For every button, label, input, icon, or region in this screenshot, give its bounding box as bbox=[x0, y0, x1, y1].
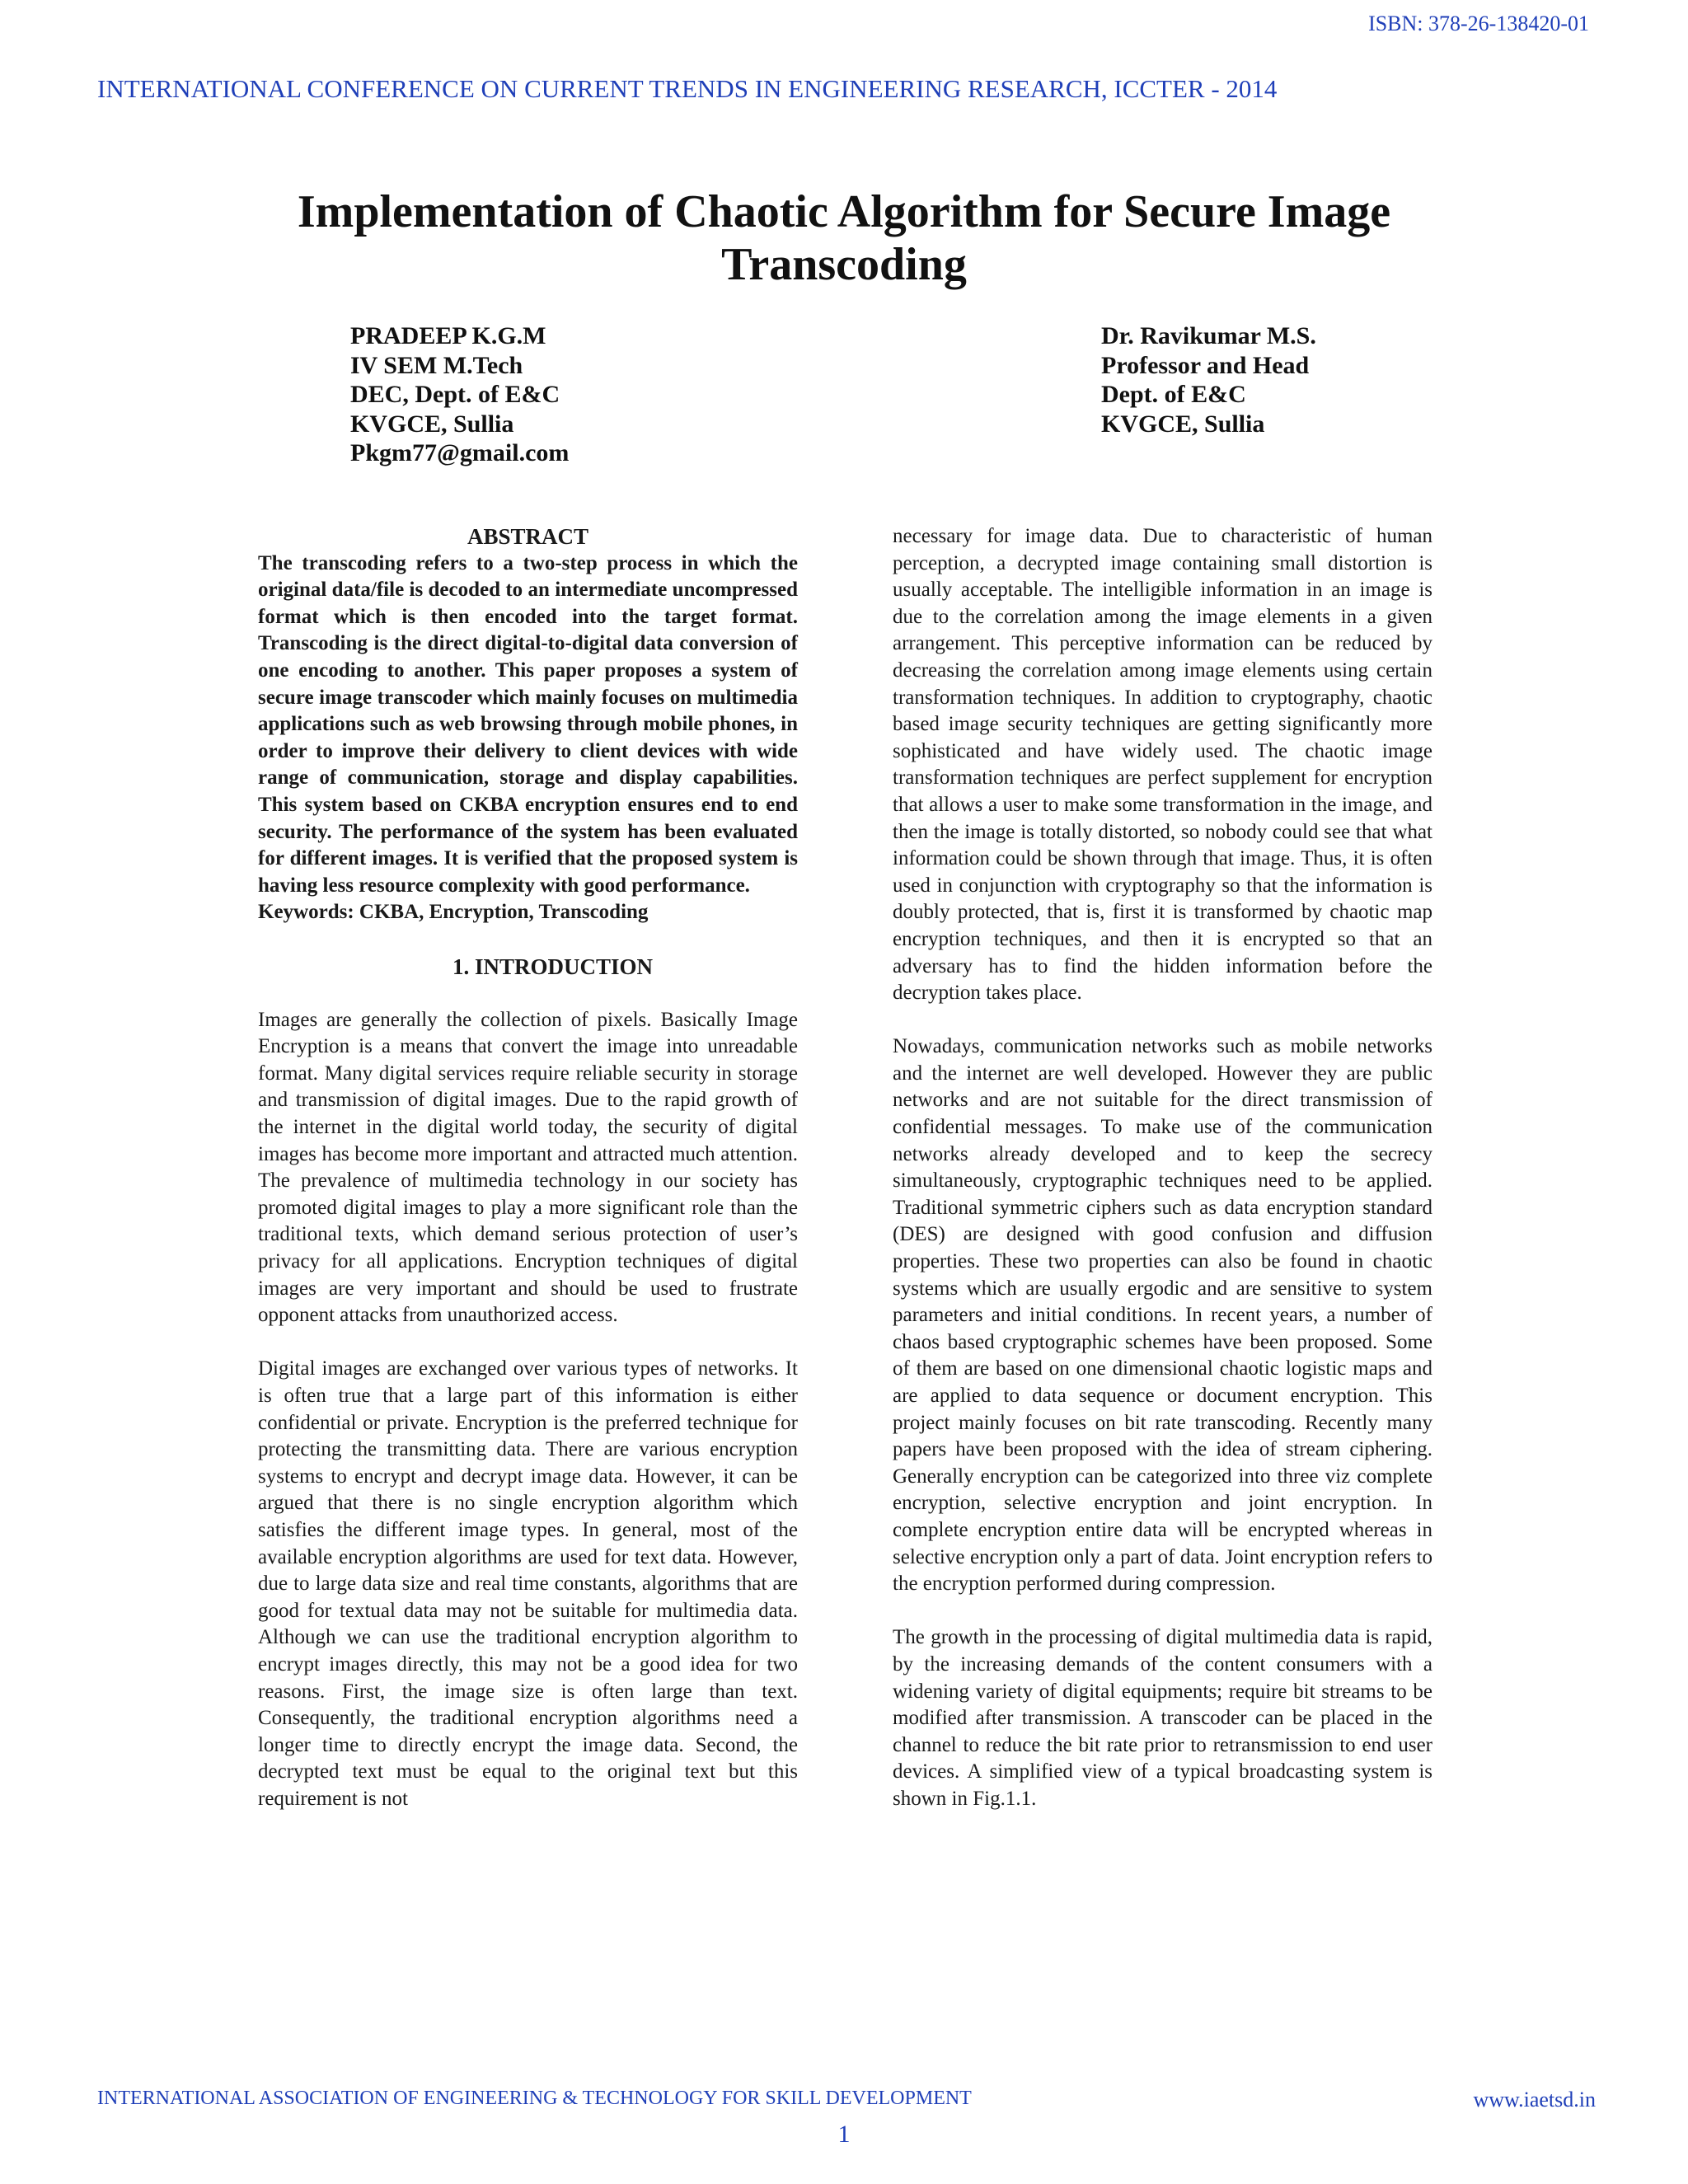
keywords: Keywords: CKBA, Encryption, Transcoding bbox=[258, 901, 649, 924]
paragraph: The growth in the processing of digital multimedia data is rapid, by the increasing demands of the content consumers with a widening variety of digital equipments; require bit streams to be modified after transmission. A transcoder can be placed in the channel to reduce the bit rate prior to retransmission to end user devices. A simplified view of a typical broadcasting system is shown in Fig.1.1. bbox=[893, 1626, 1432, 1810]
author-institution: KVGCE, Sullia bbox=[1101, 410, 1265, 438]
paper-title bbox=[0, 185, 1688, 291]
left-column bbox=[258, 523, 798, 1813]
page-number: 1 bbox=[837, 2121, 851, 2148]
paragraph: necessary for image data. Due to characteristic of human perception, a decrypted image containing small distortion is usually acceptable. The intelligible information in an image is due to the correlation among the image elements in a given arrangement. This perceptive information can be reduced by decreasing the correlation among image elements using certain transformation techniques. In addition to cryptography, chaotic based image security techniques are getting significantly more sophisticated and have widely used. The chaotic image transformation techniques are perfect supplement for encryption that allows a user to make some transformation in the image, and then the image is totally distorted, so nobody could see that what information could be shown through that image. Thus, it is often used in conjunction with cryptography so that the information is doubly protected, that is, first it is transformed by chaotic map encryption techniques, and then it is encrypted so that an adversary has to find the hidden information before the decryption takes place. bbox=[893, 525, 1432, 1005]
author-block-left bbox=[350, 321, 569, 468]
abstract-body: The transcoding refers to a two-step process in which the original data/file is decoded to an intermediate uncompressed format which is then encoded into the target format. Transcoding is the direct digital-to-digital data conversion of one encoding to another. This paper proposes a system of secure image transcoder which mainly focuses on multimedia applications such as web browsing through mobile phones, in order to improve their delivery to client devices with wide range of communication, storage and display capabilities. This system based on CKBA encryption ensures end to end security. The performance of the system has been evaluated for different images. It is verified that the proposed system is having less resource complexity with good performance. bbox=[258, 551, 798, 897]
paragraph: Digital images are exchanged over various types of networks. It is often true that a large part of this information is either confidential or private. Encryption is the preferred technique for protecting the transmitting data. There are various encryption systems to encrypt and decrypt image data. However, it can be argued that there is no single encryption algorithm which satisfies the different image types. In general, most of the available encryption algorithms are used for text data. However, due to large data size and real time constants, algorithms that are good for textual data may not be suitable for multimedia data. Although we can use the traditional encryption algorithm to encrypt images directly, this may not be a good idea for two reasons. First, the image size is often large than text. Consequently, the traditional encryption algorithms need a longer time to directly encrypt the image data. Second, the decrypted text must be equal to the original text but this requirement is not bbox=[258, 1357, 798, 1810]
author-department: DEC, Dept. of E&C bbox=[350, 381, 560, 408]
author-name: PRADEEP K.G.M bbox=[350, 322, 546, 349]
footer-website-link[interactable]: www.iaetsd.in bbox=[1473, 2088, 1596, 2111]
author-block-right bbox=[1101, 321, 1316, 438]
author-degree: IV SEM M.Tech bbox=[350, 351, 523, 379]
author-department: Dept. of E&C bbox=[1101, 381, 1246, 408]
paper-title-line-2: Transcoding bbox=[721, 239, 967, 290]
author-position: Professor and Head bbox=[1101, 351, 1310, 379]
abstract-heading: ABSTRACT bbox=[467, 524, 589, 549]
isbn-label: ISBN: 378-26-138420-01 bbox=[1368, 12, 1589, 35]
author-email: Pkgm77@gmail.com bbox=[350, 439, 570, 466]
right-column bbox=[893, 523, 1432, 1813]
conference-header: INTERNATIONAL CONFERENCE ON CURRENT TRENDS IN ENGINEERING RESEARCH, ICCTER - 2014 bbox=[97, 74, 1278, 103]
author-name: Dr. Ravikumar M.S. bbox=[1101, 322, 1316, 349]
paragraph: Nowadays, communication networks such as mobile networks and the internet are well developed. However they are public networks and are not suitable for the direct transmission of confidential messages. To make use of the communication networks already developed and to keep the secrecy simultaneously, cryptographic techniques need to be applied. Traditional symmetric ciphers such as data encryption standard (DES) are designed with good confusion and diffusion properties. These two properties can also be found in chaotic systems which are usually ergodic and are sensitive to system parameters and initial conditions. In recent years, a number of chaos based cryptographic schemes have been proposed. Some of them are based on one dimensional chaotic logistic maps and are applied to data sequence or document encryption. This project mainly focuses on bit rate transcoding. Recently many papers have been proposed with the idea of stream ciphering. Generally encryption can be categorized into three viz complete encryption, selective encryption and joint encryption. In complete encryption entire data will be encrypted whereas in selective encryption only a part of data. Joint encryption refers to the encryption performed during compression. bbox=[893, 1035, 1432, 1596]
paper-title-line-1: Implementation of Chaotic Algorithm for Secure Image bbox=[297, 186, 1391, 237]
paragraph: Images are generally the collection of pixels. Basically Image Encryption is a means that convert the image into unreadable format. Many digital services require reliable security in storage and transmission of digital images. Due to the rapid growth of the internet in the digital world today, the security of digital images has become more important and attracted much attention. The prevalence of multimedia technology in our society has promoted digital images to play a more significant role than the traditional texts, which demand serious protection of user’s privacy for all applications. Encryption techniques of digital images are very important and should be used to frustrate opponent attacks from unauthorized access. bbox=[258, 1008, 798, 1327]
author-institution: KVGCE, Sullia bbox=[350, 410, 514, 438]
footer-association: INTERNATIONAL ASSOCIATION OF ENGINEERING & TECHNOLOGY FOR SKILL DEVELOPMENT bbox=[97, 2088, 972, 2109]
introduction-heading: 1. INTRODUCTION bbox=[452, 954, 654, 979]
